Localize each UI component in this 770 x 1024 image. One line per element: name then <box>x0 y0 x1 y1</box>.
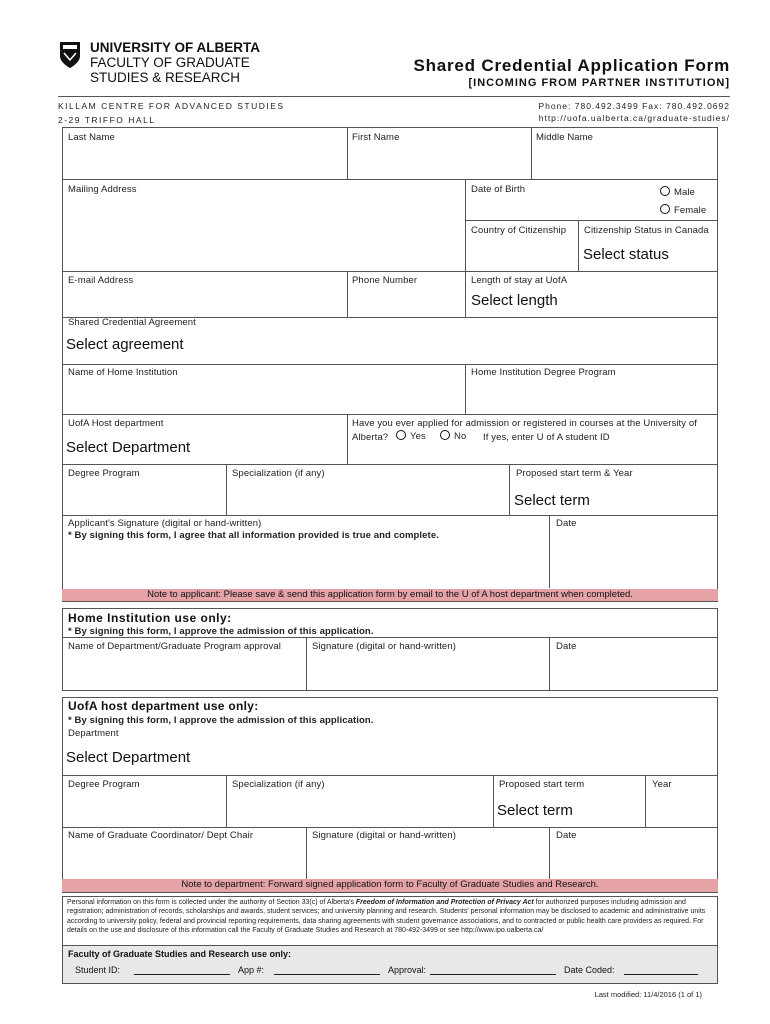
applicant-signature-field[interactable] <box>63 545 548 587</box>
yes-label: Yes <box>410 431 426 442</box>
home-signature-field[interactable] <box>307 654 548 690</box>
home-institution-field[interactable] <box>63 380 464 413</box>
specialization-label: Specialization (if any) <box>232 468 325 479</box>
previous-student-id-field[interactable] <box>625 430 715 444</box>
home-date-field[interactable] <box>551 654 717 690</box>
host-section-title: UofA host department use only: <box>68 699 259 713</box>
fgsr-app-field[interactable] <box>274 965 380 975</box>
mailing-address-label: Mailing Address <box>68 184 137 195</box>
citizenship-status-label: Citizenship Status in Canada <box>584 225 709 236</box>
host-dept-select[interactable]: Select Department <box>66 439 191 456</box>
first-name-label: First Name <box>352 132 400 143</box>
host-signature-field[interactable] <box>307 843 548 878</box>
middle-name-label: Middle Name <box>536 132 594 143</box>
email-label: E-mail Address <box>68 275 134 286</box>
length-of-stay-label: Length of stay at UofA <box>471 275 568 286</box>
fgsr-date-coded-label: Date Coded: <box>564 965 615 975</box>
shield-crest-icon <box>58 40 82 70</box>
agreement-label: Shared Credential Agreement <box>68 317 196 328</box>
dept-approval-label: Name of Department/Graduate Program approval <box>68 641 281 652</box>
applied-question: Have you ever applied for admission or registered in courses at the University of <box>352 418 697 429</box>
privacy-text-a: Personal information on this form is collected under the authority of Section 33(c) of Alberta's <box>67 899 356 906</box>
mailing-address-field[interactable] <box>63 197 464 270</box>
email-field[interactable] <box>63 288 346 316</box>
no-label: No <box>454 431 467 442</box>
host-approve-note: * By signing this form, I approve the admission of this application. <box>68 715 374 726</box>
host-degree-label: Degree Program <box>68 779 140 790</box>
host-date-field[interactable] <box>551 843 717 878</box>
no-radio-icon <box>440 430 450 440</box>
home-degree-label: Home Institution Degree Program <box>471 367 616 378</box>
home-degree-field[interactable] <box>466 380 717 413</box>
degree-program-label: Degree Program <box>68 468 140 479</box>
coordinator-label: Name of Graduate Coordinator/ Dept Chair <box>68 830 254 841</box>
home-section-title: Home Institution use only: <box>68 611 232 625</box>
fgsr-student-id-label: Student ID: <box>75 965 121 975</box>
host-proposed-start-label: Proposed start term <box>499 779 585 790</box>
applied-question-cont: Alberta? <box>352 432 389 443</box>
fgsr-approval-field[interactable] <box>430 965 556 975</box>
fgsr-title: Faculty of Graduate Studies and Research use only: <box>68 949 292 959</box>
first-name-field[interactable] <box>348 145 530 178</box>
female-radio-icon <box>660 204 670 214</box>
host-degree-field[interactable] <box>63 792 225 826</box>
signing-agreement-note: * By signing this form, I agree that all information provided is true and complete. <box>68 530 439 541</box>
host-year-label: Year <box>652 779 672 790</box>
home-approve-note: * By signing this form, I approve the admission of this application. <box>68 626 374 637</box>
privacy-notice <box>67 898 712 935</box>
home-signature-label: Signature (digital or hand-written) <box>312 641 456 652</box>
privacy-act-name: Freedom of Information and Protection of Privacy Act <box>355 899 534 906</box>
length-of-stay-select[interactable]: Select length <box>471 292 558 309</box>
host-year-field[interactable] <box>647 792 717 826</box>
student-id-prompt: If yes, enter U of A student ID <box>483 432 610 443</box>
dept-approval-field[interactable] <box>63 654 305 690</box>
degree-program-field[interactable] <box>63 481 225 514</box>
signature-date-field[interactable] <box>551 531 717 587</box>
dob-field[interactable] <box>471 197 651 219</box>
country-field[interactable] <box>466 238 577 270</box>
specialization-field[interactable] <box>227 481 508 514</box>
last-name-field[interactable] <box>63 145 346 178</box>
country-label: Country of Citizenship <box>471 225 567 236</box>
male-label: Male <box>674 187 695 198</box>
form-subtitle: [INCOMING FROM PARTNER INSTITUTION] <box>468 77 730 89</box>
privacy-text-b: for authorized purposes including admission and registration; administration of records, scholarships and awards, student services; and university planning and research. Students' personal information may be disclosed to academic and administrative units according to university policy, federal and provincial reporting requirements, data sharing agreements with student governance associations, and to contracted or public health care providers as required. For details on the use and disclosure of this information call the Faculty of Graduate Studies and Research at 780-492-3499 or see http://www.ipo.ualberta.ca/ <box>67 899 706 934</box>
fgsr-app-label: App #: <box>238 965 265 975</box>
signature-label: Applicant's Signature (digital or hand-written) <box>68 518 262 529</box>
host-date-label: Date <box>556 830 577 841</box>
yes-radio-icon <box>396 430 406 440</box>
website-link[interactable]: http://uofa.ualberta.ca/graduate-studies/ <box>538 113 730 123</box>
faculty-name-line2: STUDIES & RESEARCH <box>90 70 241 85</box>
fgsr-approval-label: Approval: <box>388 965 427 975</box>
applied-no-option[interactable] <box>440 430 466 442</box>
form-title: Shared Credential Application Form <box>413 56 730 75</box>
dob-label: Date of Birth <box>471 184 526 195</box>
gender-female-option[interactable] <box>660 204 706 216</box>
department-note-banner: Note to department: Forward signed application form to Faculty of Graduate Studies and Research. <box>62 879 718 892</box>
male-radio-icon <box>660 186 670 196</box>
female-label: Female <box>674 205 707 216</box>
host-department-label: Department <box>68 728 119 739</box>
signature-date-label: Date <box>556 518 577 529</box>
applicant-note-banner: Note to applicant: Please save & send this application form by email to the U of A host department when completed. <box>62 589 718 601</box>
phone-field[interactable] <box>348 288 464 316</box>
coordinator-field[interactable] <box>63 843 305 878</box>
home-date-label: Date <box>556 641 577 652</box>
faculty-name-line1: FACULTY OF GRADUATE <box>90 55 250 70</box>
university-name: UNIVERSITY OF ALBERTA <box>90 40 261 55</box>
host-signature-label: Signature (digital or hand-written) <box>312 830 456 841</box>
phone-label: Phone Number <box>352 275 418 286</box>
fgsr-date-coded-field[interactable] <box>624 965 698 975</box>
applied-yes-option[interactable] <box>396 430 426 442</box>
host-department-select[interactable]: Select Department <box>66 749 191 766</box>
citizenship-status-select[interactable]: Select status <box>583 246 669 263</box>
address-line1: KILLAM CENTRE FOR ADVANCED STUDIES <box>58 101 285 111</box>
last-modified: Last modified: 11/4/2016 (1 of 1) <box>594 990 702 999</box>
ualberta-logo <box>58 40 82 70</box>
host-specialization-field[interactable] <box>227 792 492 826</box>
host-term-select[interactable]: Select term <box>497 802 573 819</box>
address-line2: 2-29 TRIFFO HALL <box>58 115 156 125</box>
gender-male-option[interactable] <box>660 186 695 198</box>
agreement-select[interactable]: Select agreement <box>66 336 184 353</box>
home-institution-label: Name of Home Institution <box>68 367 178 378</box>
middle-name-field[interactable] <box>532 145 717 178</box>
phone-fax: Phone: 780.492.3499 Fax: 780.492.0692 <box>538 101 730 111</box>
fgsr-student-id-field[interactable] <box>134 965 230 975</box>
host-specialization-label: Specialization (if any) <box>232 779 325 790</box>
last-name-label: Last Name <box>68 132 115 143</box>
proposed-start-label: Proposed start term & Year <box>516 468 633 479</box>
host-dept-label: UofA Host department <box>68 418 164 429</box>
proposed-term-select[interactable]: Select term <box>514 492 590 509</box>
